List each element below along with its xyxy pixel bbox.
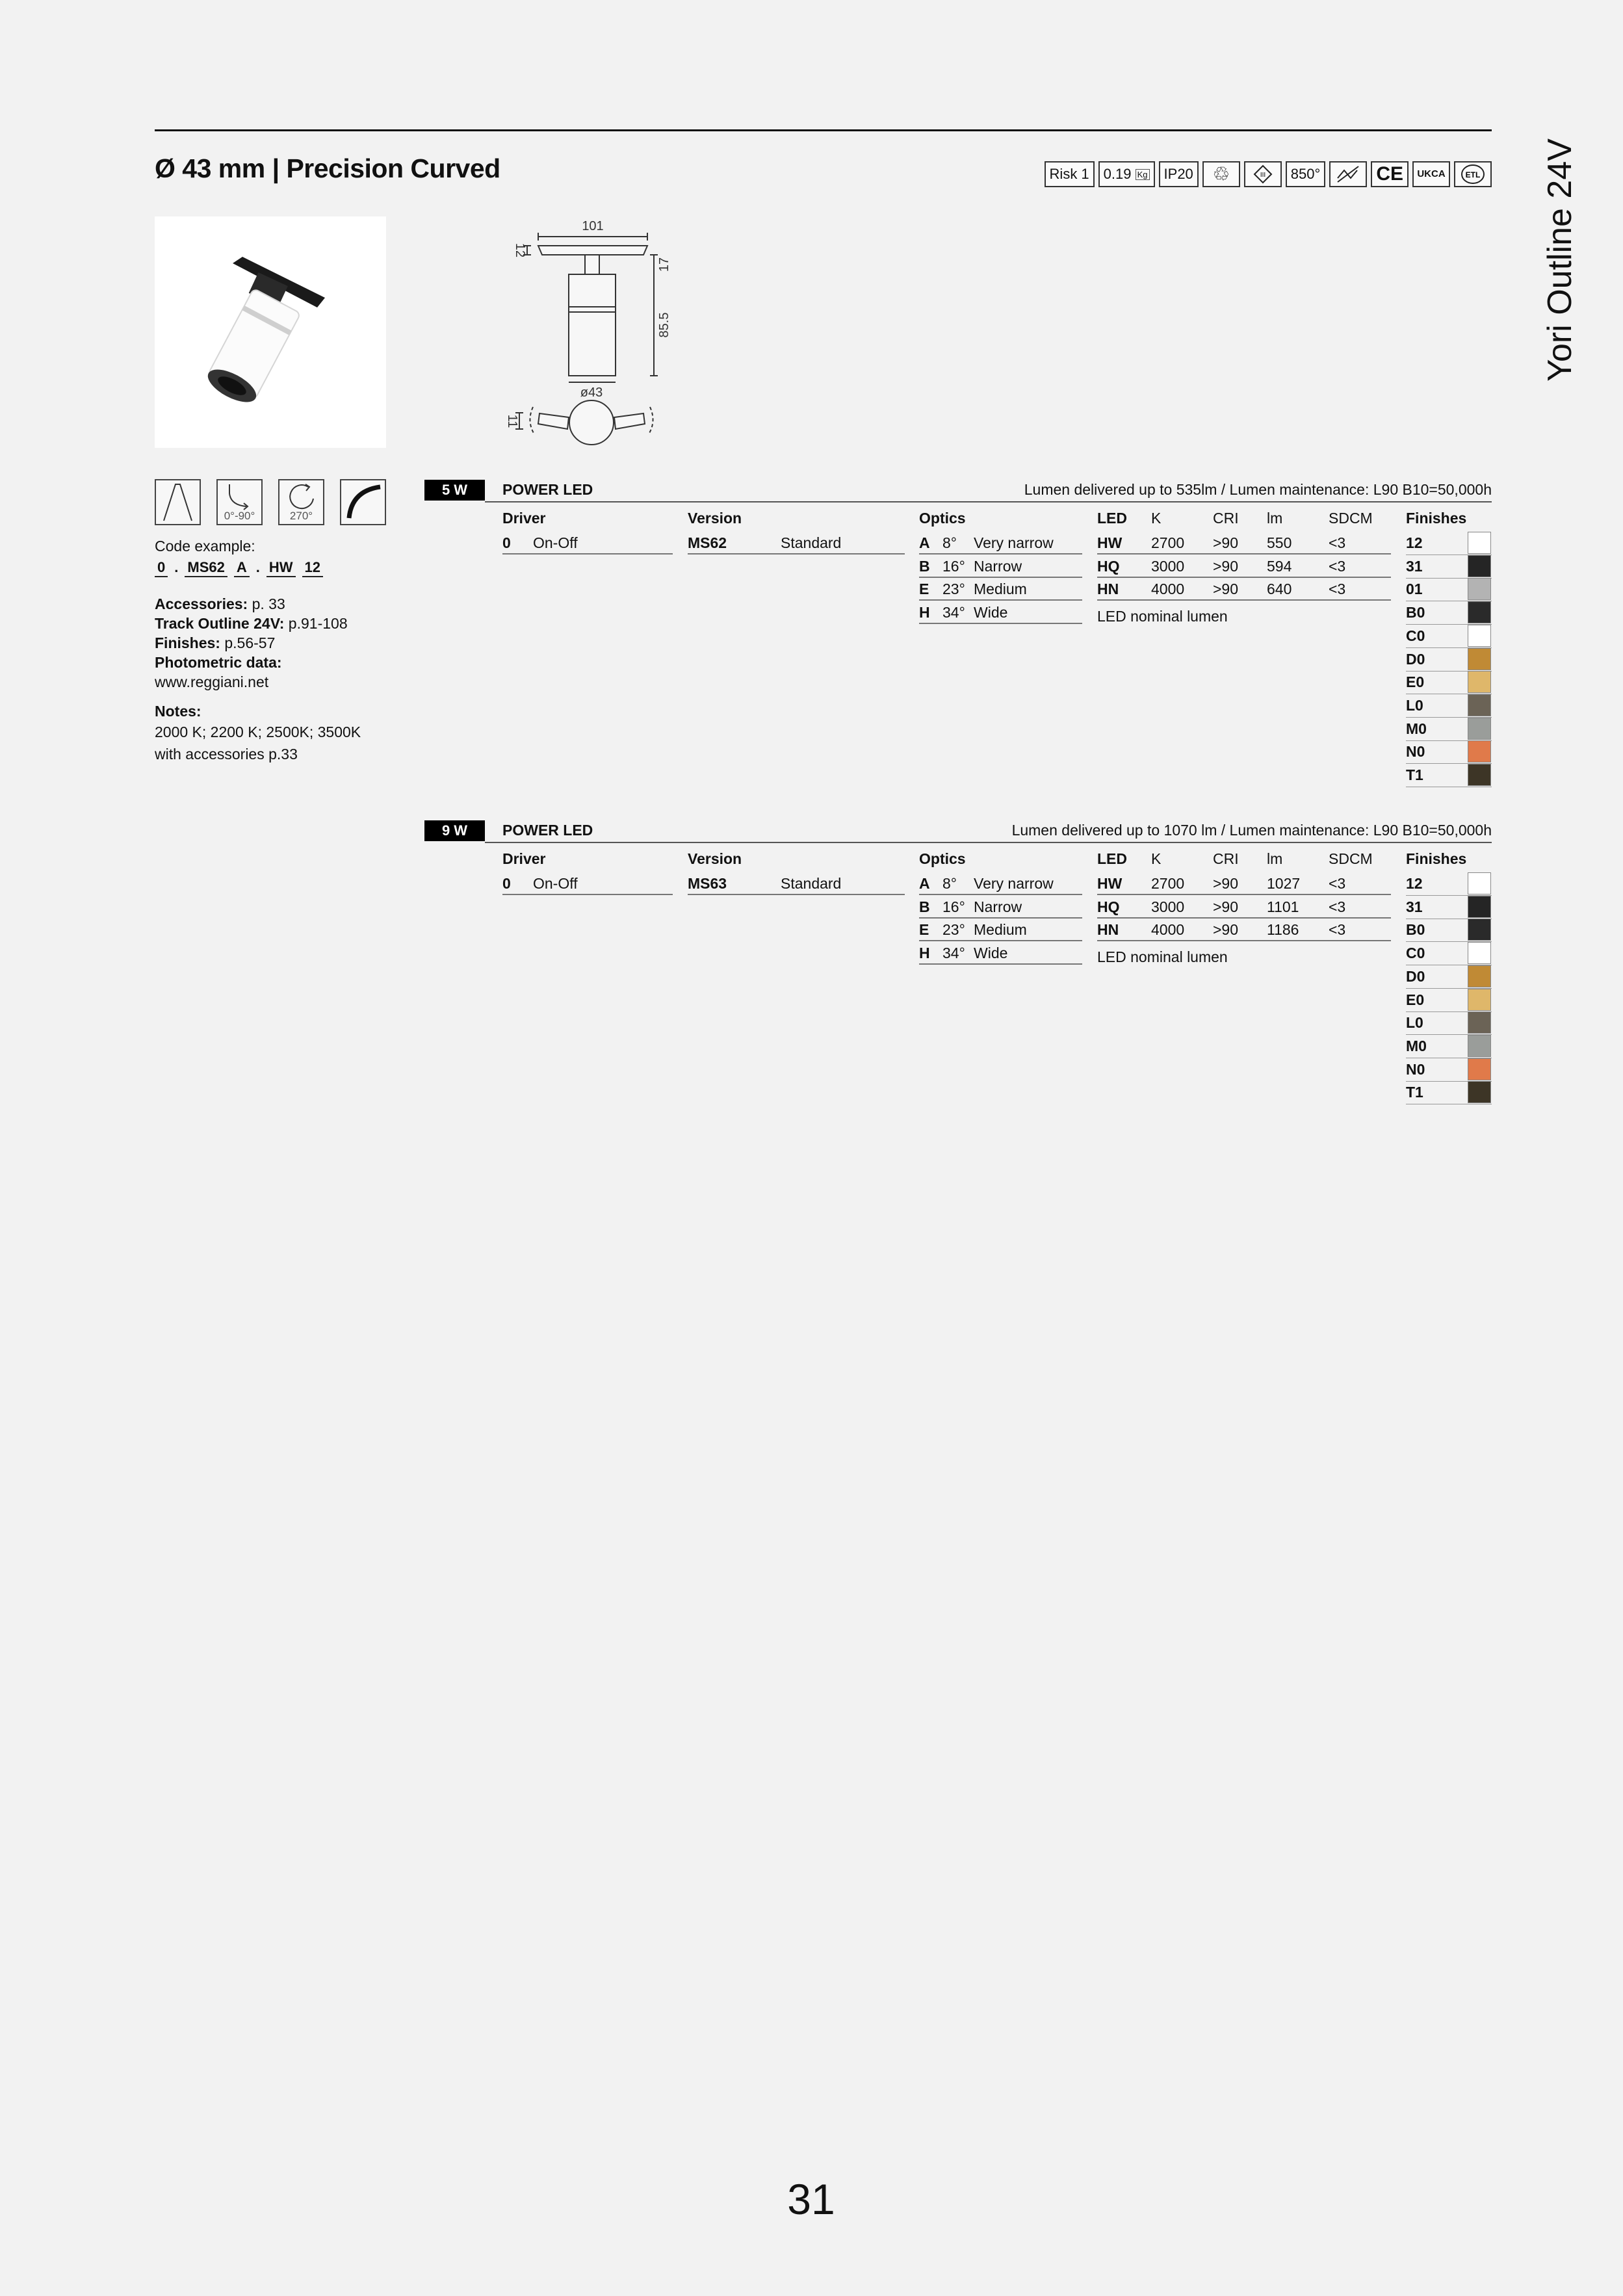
optic-name: Wide: [974, 604, 1008, 621]
notes-line: 2000 K; 2200 K; 2500K; 3500K: [155, 724, 361, 740]
optic-code: H: [919, 604, 930, 621]
ip-badge: IP20: [1159, 161, 1199, 187]
finish-code: C0: [1406, 627, 1425, 644]
finish-swatch: [1468, 1035, 1491, 1057]
no-dimming-icon: [1329, 161, 1367, 187]
led-cri: >90: [1213, 581, 1239, 598]
rotate-icon: [278, 479, 324, 525]
driver-code: 0: [502, 534, 511, 551]
weight-value: 0.19: [1103, 166, 1132, 182]
optic-name: Very narrow: [974, 875, 1054, 892]
recycle-icon: ♲: [1202, 161, 1240, 187]
dim-top: 17: [657, 257, 671, 272]
finish-swatch: [1468, 1081, 1491, 1103]
led-k: 4000: [1151, 581, 1185, 598]
finish-swatch: [1468, 578, 1491, 600]
col-version: Version: [688, 510, 742, 527]
led-code: HQ: [1097, 898, 1120, 915]
row-line: [688, 553, 905, 554]
led-lm: 1027: [1267, 875, 1301, 892]
lumen-info: Lumen delivered up to 535lm / Lumen maintenance: L90 B10=50,000h: [1024, 481, 1492, 498]
tilt-icon: [216, 479, 263, 525]
finish-swatch: [1468, 965, 1491, 987]
led-sdcm: <3: [1329, 557, 1346, 575]
version-name: Standard: [781, 534, 842, 551]
led-sdcm: <3: [1329, 581, 1346, 598]
finish-swatch: [1468, 671, 1491, 693]
risk-badge: Risk 1: [1045, 161, 1095, 187]
row-line: [919, 553, 1082, 554]
led-code: HN: [1097, 921, 1119, 939]
optic-name: Wide: [974, 945, 1008, 962]
optic-code: E: [919, 581, 929, 598]
side-title: [1514, 130, 1605, 390]
col-cri: CRI: [1213, 850, 1239, 867]
finish-code: L0: [1406, 1014, 1423, 1032]
dim-bottom: 11: [505, 414, 519, 428]
finish-code: N0: [1406, 743, 1425, 761]
lumen-info: Lumen delivered up to 1070 lm / Lumen maintenance: L90 B10=50,000h: [1011, 822, 1492, 839]
finish-swatch: [1468, 718, 1491, 740]
row-line: [1097, 917, 1391, 919]
led-code: HQ: [1097, 557, 1120, 575]
optic-angle: 8°: [942, 534, 957, 551]
led-sdcm: <3: [1329, 534, 1346, 551]
page-title: Ø 43 mm | Precision Curved: [155, 153, 500, 183]
finish-swatch: [1468, 1011, 1491, 1034]
led-cri: >90: [1213, 875, 1239, 892]
row-line: [688, 894, 905, 895]
finish-swatch: [1468, 601, 1491, 623]
led-k: 2700: [1151, 875, 1185, 892]
led-cri: >90: [1213, 534, 1239, 551]
led-lm: 594: [1267, 557, 1292, 575]
finish-code: L0: [1406, 696, 1423, 714]
finish-code: 31: [1406, 898, 1423, 915]
finish-code: 12: [1406, 875, 1423, 892]
power-badge: 5 W: [424, 480, 485, 501]
row-line: [502, 553, 673, 554]
optic-name: Narrow: [974, 557, 1022, 575]
accessories-label: Accessories:: [155, 595, 248, 612]
optic-angle: 8°: [942, 875, 957, 892]
ukca-mark: UKCA: [1412, 161, 1450, 187]
accessories-value: p. 33: [248, 595, 285, 612]
col-led: LED: [1097, 510, 1127, 527]
led-code: HW: [1097, 875, 1123, 892]
finish-code: 31: [1406, 557, 1423, 575]
code-version: MS62: [185, 559, 227, 577]
finish-swatch: [1468, 942, 1491, 964]
finish-swatch: [1468, 532, 1491, 554]
led-k: 3000: [1151, 898, 1185, 915]
optic-name: Medium: [974, 921, 1027, 939]
led-sdcm: <3: [1329, 875, 1346, 892]
finishes-label: Finishes:: [155, 634, 220, 651]
photometric-link[interactable]: www.reggiani.net: [155, 673, 269, 690]
power-led-label: POWER LED: [502, 481, 593, 498]
beam-icon: [155, 479, 201, 525]
optic-angle: 16°: [942, 557, 965, 575]
code-dot-1: .: [174, 559, 179, 575]
row-line: [919, 599, 1082, 601]
led-note: LED nominal lumen: [1097, 948, 1228, 966]
power-led-label: POWER LED: [502, 822, 593, 839]
led-k: 3000: [1151, 557, 1185, 575]
top-rule: [155, 129, 1492, 131]
optic-angle: 34°: [942, 604, 965, 621]
dim-width: 101: [582, 219, 604, 233]
optic-code: B: [919, 557, 930, 575]
finish-code: B0: [1406, 604, 1425, 621]
optic-name: Medium: [974, 581, 1027, 598]
curved-icon: [340, 479, 386, 525]
row-line: [1097, 940, 1391, 941]
row-line: [502, 894, 673, 895]
col-k: K: [1151, 850, 1162, 867]
col-led: LED: [1097, 850, 1127, 867]
finish-code: C0: [1406, 945, 1425, 962]
finish-swatch: [1468, 648, 1491, 670]
led-lm: 1186: [1267, 921, 1299, 939]
optic-code: H: [919, 945, 930, 962]
finish-code: D0: [1406, 650, 1425, 668]
spotlight-body: [203, 289, 300, 409]
finish-code: D0: [1406, 967, 1425, 985]
certification-badges: [1045, 161, 1492, 187]
version-name: Standard: [781, 875, 842, 892]
section-rule: [485, 842, 1492, 843]
optic-code: B: [919, 898, 930, 915]
dim-diameter: ø43: [580, 385, 603, 400]
led-cri: >90: [1213, 921, 1239, 939]
code-driver: 0: [155, 559, 168, 577]
technical-drawing: [494, 215, 689, 452]
row-line: [1097, 577, 1391, 578]
accessories-line: [155, 594, 285, 614]
code-optic: A: [234, 559, 250, 577]
driver-code: 0: [502, 875, 511, 892]
finishes-line: [155, 633, 275, 653]
led-lm: 1101: [1267, 898, 1299, 915]
led-k: 2700: [1151, 534, 1185, 551]
dim-height: 85.5: [657, 312, 671, 338]
rotate-label: 270°: [289, 510, 313, 522]
optic-code: A: [919, 534, 930, 551]
version-code: MS63: [688, 875, 727, 892]
led-lm: 640: [1267, 581, 1292, 598]
finish-swatch: [1468, 694, 1491, 716]
finish-code: T1: [1406, 1084, 1423, 1101]
led-code: HN: [1097, 581, 1119, 598]
dim-bracket: 12: [513, 242, 527, 258]
col-lm: lm: [1267, 850, 1283, 867]
finish-swatch: [1468, 555, 1491, 577]
optic-code: E: [919, 921, 929, 939]
led-lm: 550: [1267, 534, 1292, 551]
led-k: 4000: [1151, 921, 1185, 939]
driver-name: On-Off: [533, 534, 578, 551]
led-cri: >90: [1213, 898, 1239, 915]
row-line: [1097, 553, 1391, 554]
col-optics: Optics: [919, 850, 966, 867]
col-optics: Optics: [919, 510, 966, 527]
finish-code: T1: [1406, 766, 1423, 783]
col-cri: CRI: [1213, 510, 1239, 527]
led-note: LED nominal lumen: [1097, 608, 1228, 625]
optic-code: A: [919, 875, 930, 892]
col-sdcm: SDCM: [1329, 510, 1373, 527]
version-code: MS62: [688, 534, 727, 551]
row-line: [919, 577, 1082, 578]
finish-code: B0: [1406, 921, 1425, 939]
finish-swatch: [1468, 989, 1491, 1011]
finish-code: M0: [1406, 720, 1427, 737]
side-title-text: Yori Outline 24V: [1541, 138, 1579, 382]
power-badge: 9 W: [424, 820, 485, 841]
optic-angle: 23°: [942, 921, 965, 939]
row-line: [1097, 599, 1391, 601]
led-sdcm: <3: [1329, 898, 1346, 915]
finish-code: E0: [1406, 673, 1425, 691]
page-number: 31: [787, 2175, 835, 2223]
class-iii-icon: [1244, 161, 1282, 187]
track-value: p.91-108: [284, 615, 348, 632]
optic-angle: 16°: [942, 898, 965, 915]
row-line: [919, 894, 1082, 895]
tilt-label: 0°-90°: [224, 510, 255, 522]
optic-name: Very narrow: [974, 534, 1054, 551]
track-line: [155, 614, 348, 633]
finish-swatch: [1468, 919, 1491, 941]
code-led: HW: [266, 559, 296, 577]
notes-line: with accessories p.33: [155, 746, 298, 763]
col-driver: Driver: [502, 850, 546, 867]
etl-text: ETL: [1465, 170, 1481, 179]
led-cri: >90: [1213, 557, 1239, 575]
section-rule: [485, 501, 1492, 502]
glow-wire-badge: 850°: [1286, 161, 1326, 187]
row-line: [1097, 894, 1391, 895]
led-code: HW: [1097, 534, 1123, 551]
optic-angle: 23°: [942, 581, 965, 598]
finish-swatch: [1468, 896, 1491, 918]
photometric-label: Photometric data:: [155, 654, 282, 671]
col-finishes: Finishes: [1406, 510, 1467, 527]
finish-swatch: [1468, 1058, 1491, 1080]
notes-label: Notes:: [155, 703, 201, 720]
col-sdcm: SDCM: [1329, 850, 1373, 867]
finish-code: M0: [1406, 1037, 1427, 1054]
driver-name: On-Off: [533, 875, 578, 892]
finish-swatch: [1468, 740, 1491, 763]
svg-text:III: III: [1260, 172, 1266, 179]
code-example-label: Code example:: [155, 538, 255, 554]
finishes-value: p.56-57: [220, 634, 276, 651]
finish-code: 01: [1406, 581, 1423, 598]
led-sdcm: <3: [1329, 921, 1346, 939]
code-dot-2: .: [255, 559, 260, 575]
row-line: [919, 940, 1082, 941]
finish-code: 12: [1406, 534, 1423, 551]
finish-swatch: [1468, 764, 1491, 786]
col-driver: Driver: [502, 510, 546, 527]
finish-code: N0: [1406, 1060, 1425, 1078]
col-finishes: Finishes: [1406, 850, 1467, 867]
row-line: [919, 917, 1082, 919]
optic-name: Narrow: [974, 898, 1022, 915]
track-adapter: [233, 257, 325, 307]
code-finish: 12: [302, 559, 323, 577]
track-label: Track Outline 24V:: [155, 615, 285, 632]
code-example: [155, 559, 323, 577]
finish-swatch: [1468, 625, 1491, 647]
row-line: [919, 623, 1082, 624]
weight-badge: 0.19 Kg: [1098, 161, 1155, 187]
row-line: [919, 963, 1082, 965]
finish-swatch: [1468, 872, 1491, 894]
optic-angle: 34°: [942, 945, 965, 962]
col-k: K: [1151, 510, 1162, 527]
col-lm: lm: [1267, 510, 1283, 527]
etl-mark: [1454, 161, 1492, 187]
ce-mark: CE: [1371, 161, 1409, 187]
product-photo: [155, 216, 386, 448]
col-version: Version: [688, 850, 742, 867]
finish-code: E0: [1406, 991, 1425, 1008]
